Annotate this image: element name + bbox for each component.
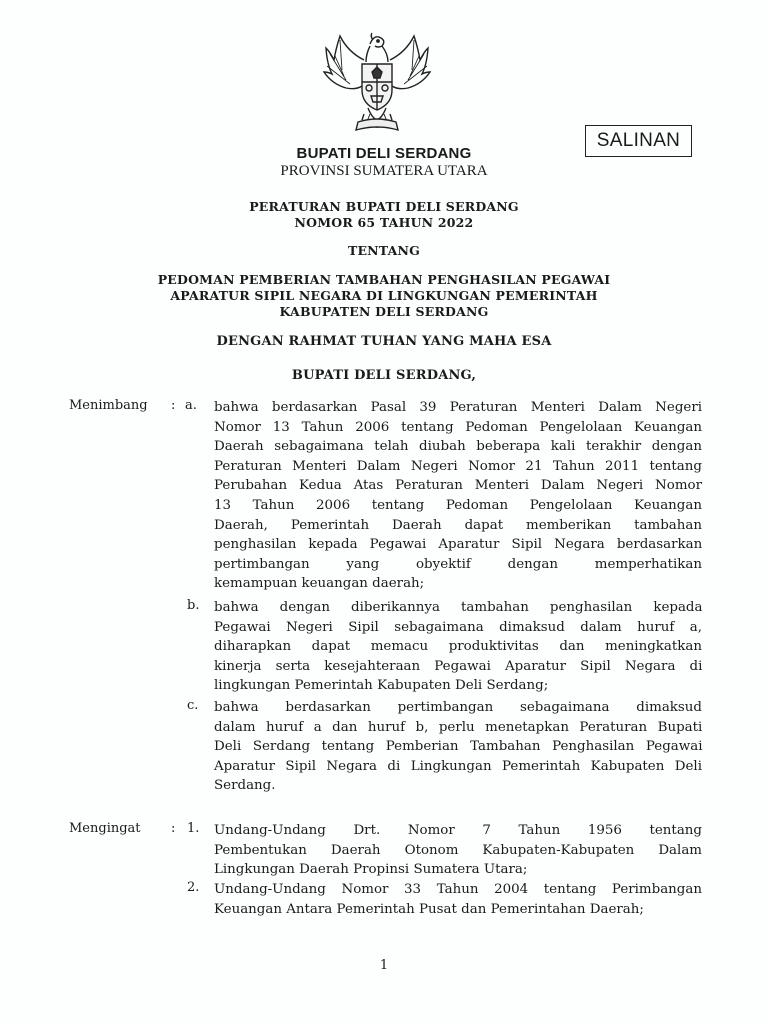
- item-marker: c.: [187, 698, 199, 713]
- paragraph-line: kinerja serta kesejahteraan Pegawai Aparatur Sipil Negara di: [214, 658, 703, 674]
- paragraph-line: kemampuan keuangan daerah;: [214, 576, 425, 592]
- paragraph-line: bahwa berdasarkan Pasal 39 Peraturan Menteri Dalam Negeri: [214, 400, 702, 415]
- copy-stamp: SALINAN: [585, 125, 692, 157]
- paragraph-line: penghasilan kepada Pegawai Aparatur Sipil Negara berdasarkan: [214, 537, 703, 553]
- paragraph-line: bahwa dengan diberikannya tambahan penghasilan kepada: [214, 600, 703, 615]
- paragraph-line: Pembentukan Daerah Otonom Kabupaten-Kabupaten Dalam: [214, 842, 702, 858]
- remembering-item-1: [214, 821, 702, 880]
- remembering-label: Mengingat: [69, 821, 141, 836]
- government-name: BUPATI DELI SERDANG: [296, 145, 472, 162]
- paragraph-line: 13 Tahun 2006 tentang Pedoman Pengelolaan Keuangan: [214, 497, 702, 513]
- page-number: 1: [379, 958, 389, 973]
- item-marker: a.: [185, 398, 197, 413]
- considering-colon: :: [171, 398, 176, 413]
- paragraph-line: diharapkan dapat memacu produktivitas dan meningkatkan: [214, 639, 702, 655]
- invocation: DENGAN RAHMAT TUHAN YANG MAHA ESA: [216, 334, 552, 349]
- paragraph-line: Serdang.: [214, 778, 276, 794]
- item-marker: 2.: [187, 880, 200, 895]
- paragraph-line: Aparatur Sipil Negara di Lingkungan Pemerintah Kabupaten Deli: [214, 758, 702, 774]
- subject-line: PEDOMAN PEMBERIAN TAMBAHAN PENGHASILAN PEGAWAI: [157, 272, 611, 287]
- authority-line: BUPATI DELI SERDANG,: [291, 368, 477, 383]
- province-name: PROVINSI SUMATERA UTARA: [280, 163, 488, 179]
- item-marker: b.: [187, 598, 200, 613]
- remembering-item-2: [214, 880, 702, 919]
- considering-item-a: [214, 398, 702, 594]
- paragraph-line: Daerah, Pemerintah Daerah dapat memberikan tambahan: [214, 517, 702, 533]
- paragraph-line: Perubahan Kedua Atas Peraturan Menteri Dalam Negeri Nomor: [214, 478, 702, 494]
- regulation-title: PERATURAN BUPATI DELI SERDANG: [249, 199, 519, 214]
- regulation-subject: [0, 272, 768, 320]
- garuda-emblem-icon: [318, 30, 436, 138]
- paragraph-line: Lingkungan Daerah Propinsi Sumatera Utara;: [214, 862, 528, 878]
- paragraph-line: Undang-Undang Drt. Nomor 7 Tahun 1956 tentang: [214, 823, 702, 838]
- subject-line: KABUPATEN DELI SERDANG: [279, 304, 489, 319]
- item-marker: 1.: [187, 821, 200, 836]
- considering-item-c: [214, 698, 702, 796]
- paragraph-line: Deli Serdang tentang Pemberian Tambahan Penghasilan Pegawai: [214, 739, 703, 755]
- paragraph-line: Peraturan Menteri Dalam Negeri Nomor 21 Tahun 2011 tentang: [214, 458, 702, 474]
- considering-label: Menimbang: [69, 398, 148, 413]
- paragraph-line: Keuangan Antara Pemerintah Pusat dan Pemerintahan Daerah;: [214, 901, 644, 917]
- remembering-colon: :: [171, 821, 176, 836]
- paragraph-line: pertimbangan yang obyektif dengan memperhatikan: [214, 556, 702, 572]
- paragraph-line: Nomor 13 Tahun 2006 tentang Pedoman Pengelolaan Keuangan: [214, 419, 703, 435]
- paragraph-line: Pegawai Negeri Sipil sebagaimana dimaksud dalam huruf a,: [214, 619, 703, 635]
- paragraph-line: Undang-Undang Nomor 33 Tahun 2004 tentang Perimbangan: [214, 882, 702, 897]
- regulation-number: NOMOR 65 TAHUN 2022: [294, 215, 474, 230]
- paragraph-line: lingkungan Pemerintah Kabupaten Deli Serdang;: [214, 678, 549, 694]
- about-label: TENTANG: [347, 243, 421, 258]
- subject-line: APARATUR SIPIL NEGARA DI LINGKUNGAN PEMERINTAH: [170, 288, 598, 303]
- paragraph-line: dalam huruf a dan huruf b, perlu menetapkan Peraturan Bupati: [214, 719, 703, 735]
- paragraph-line: bahwa berdasarkan pertimbangan sebagaimana dimaksud: [214, 700, 702, 715]
- considering-item-b: [214, 598, 702, 696]
- paragraph-line: Daerah sebagaimana telah diubah beberapa kali terakhir dengan: [214, 439, 702, 455]
